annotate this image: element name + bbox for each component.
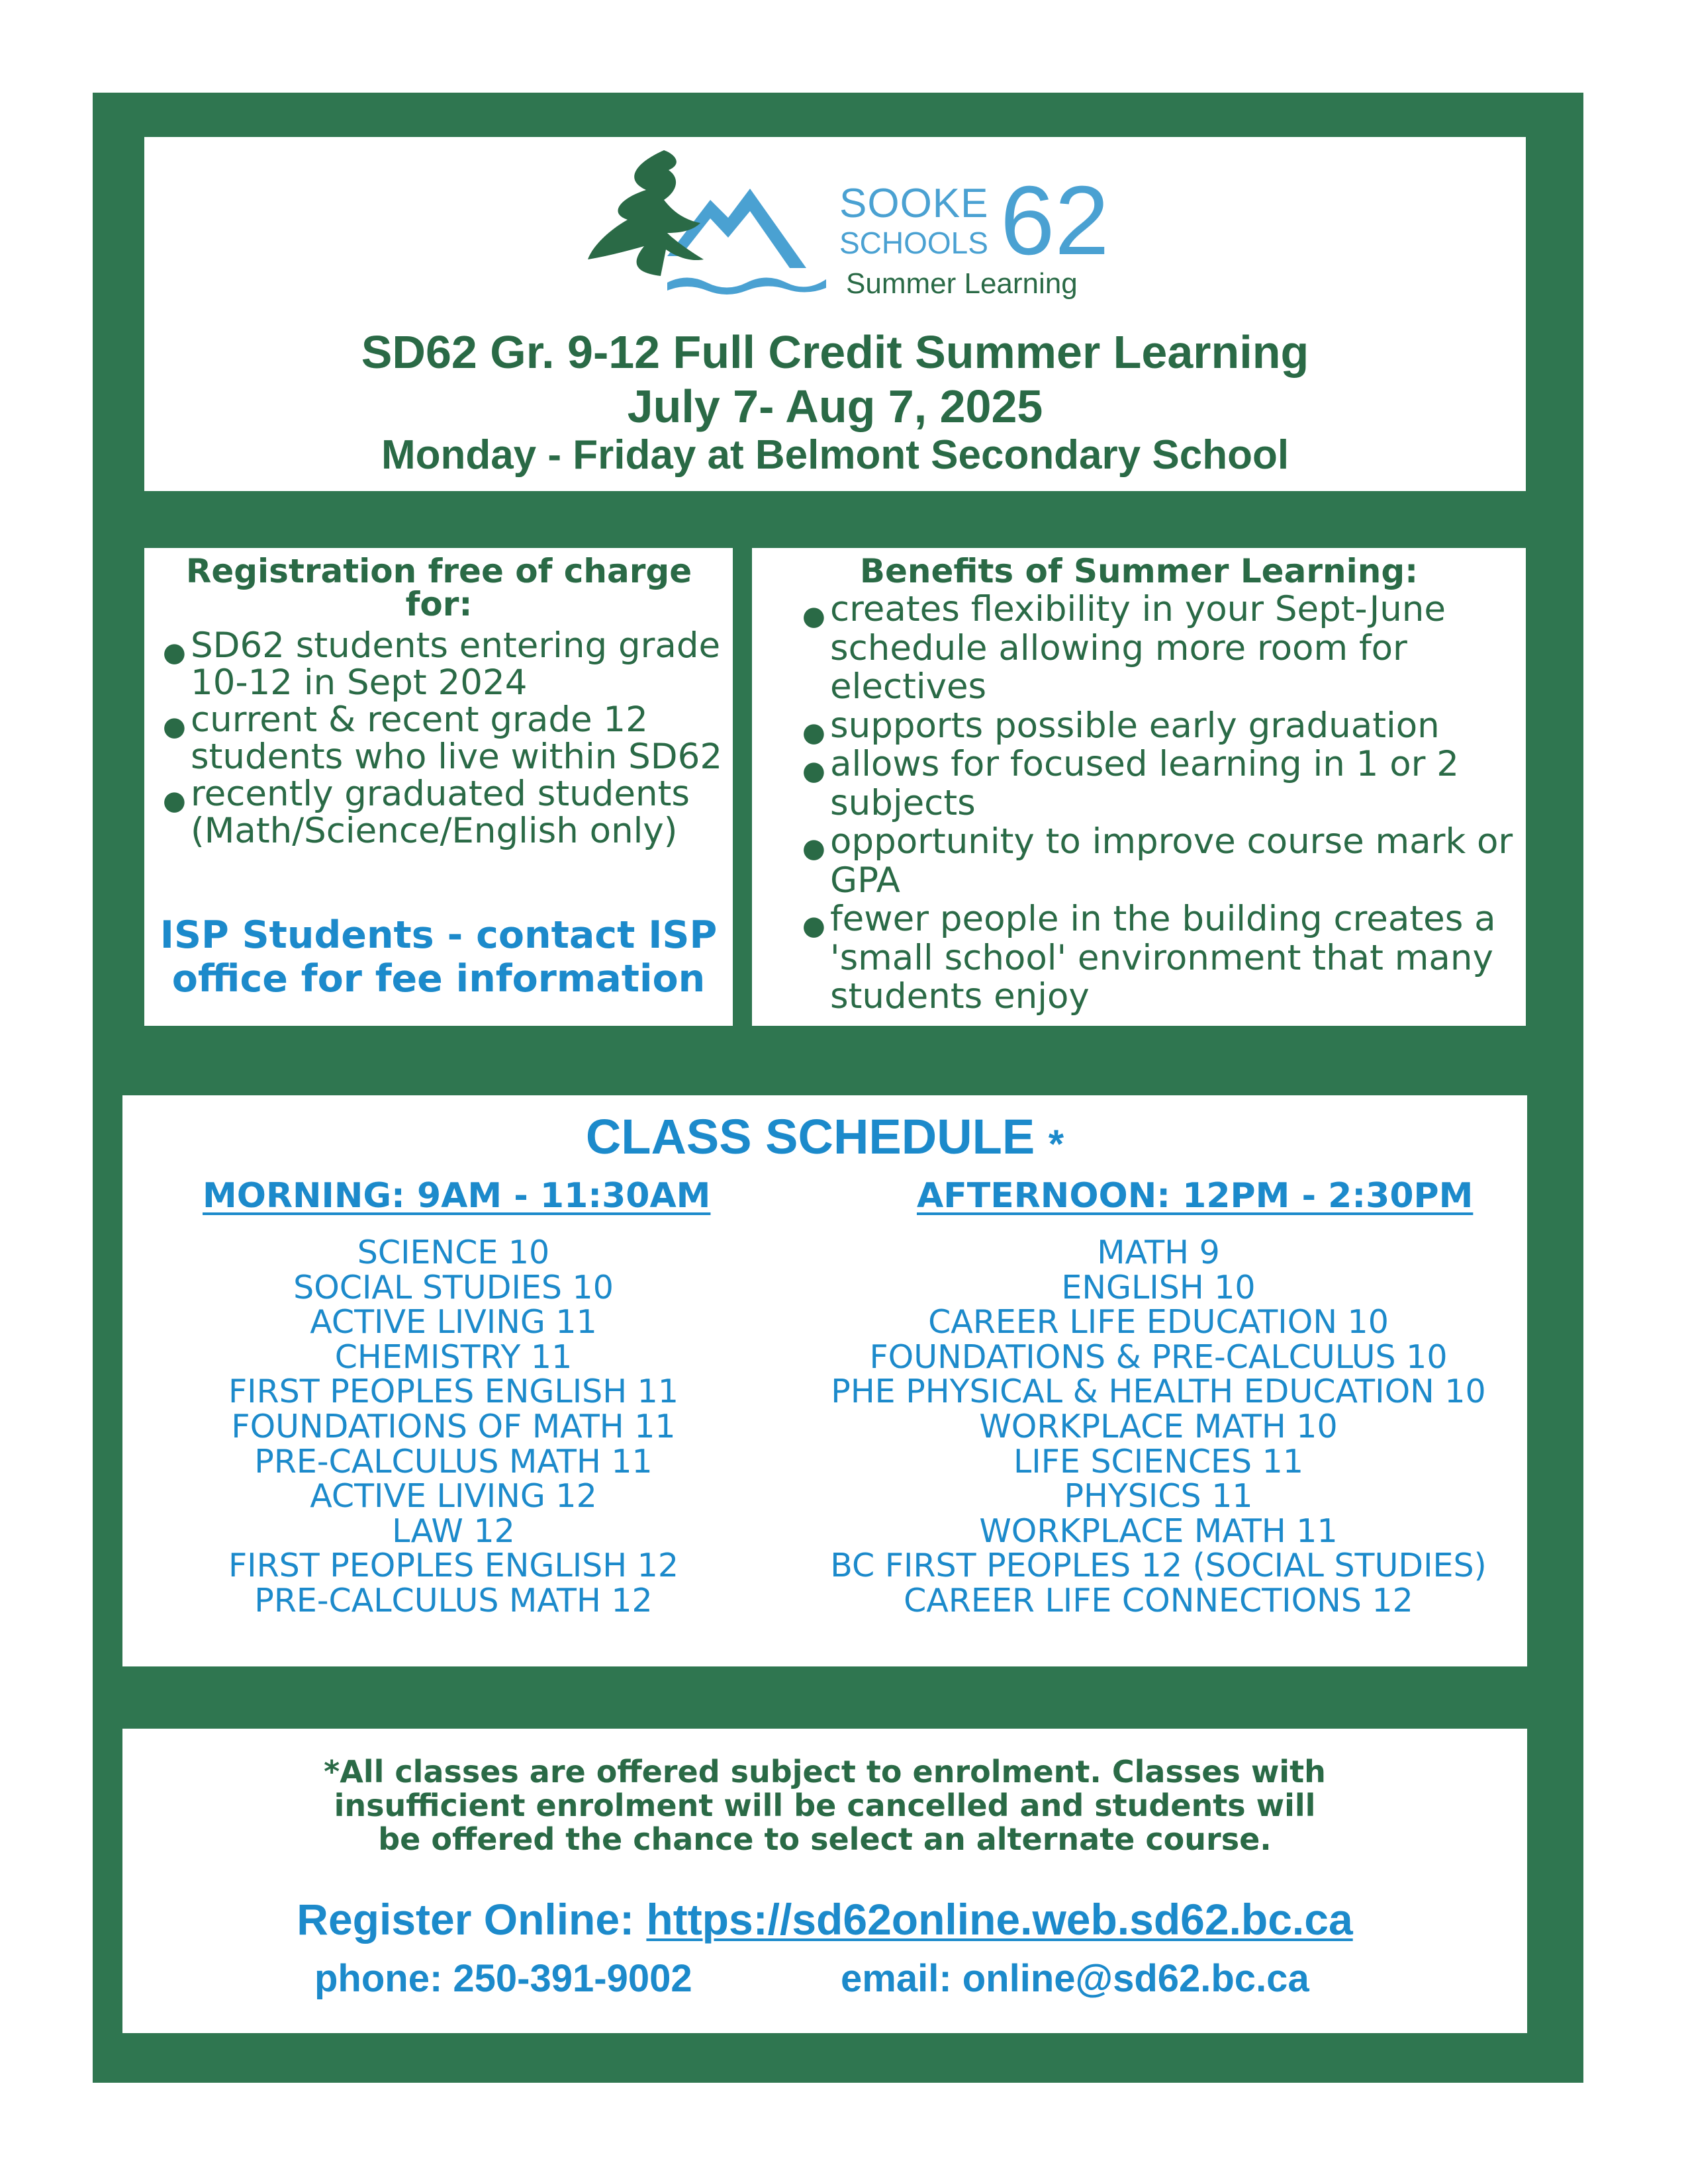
green-frame [93,93,1583,2083]
tree-icon [588,150,704,276]
bullet-icon: ● [163,711,186,742]
enrolment-note: *All classes are offered subject to enrolment. Classes with insufficient enrolment will be cancelled and students will be offered the chance to select an alternate course. [324,1754,1326,1857]
list-item: WORKPLACE MATH 11 [979,1512,1338,1550]
program-dates: July 7- Aug 7, 2025 [627,381,1043,432]
schedule-title: CLASS SCHEDULE * [585,1109,1064,1166]
list-item: ENGLISH 10 [1061,1268,1256,1306]
email-contact[interactable]: email: online@sd62.bc.ca [841,1957,1309,2000]
registration-list [159,627,728,850]
morning-class-list [122,1236,784,1619]
list-item: SCIENCE 10 [357,1234,550,1271]
program-location: Monday - Friday at Belmont Secondary School [381,432,1289,478]
register-link[interactable]: https://sd62online.web.sd62.bc.ca [646,1895,1353,1944]
registration-title: Registration free of charge for: [185,552,692,623]
header-panel [144,137,1526,491]
list-item: PRE-CALCULUS MATH 11 [254,1442,653,1480]
list-item: CHEMISTRY 11 [334,1338,573,1376]
list-item: ACTIVE LIVING 11 [310,1303,597,1342]
list-item: ACTIVE LIVING 12 [310,1477,597,1516]
list-item: ● current & recent grade 12 students who live within SD62 [163,700,723,777]
benefits-list [798,590,1520,1017]
asterisk-marker: * [1048,1122,1064,1166]
bullet-icon: ● [802,717,825,748]
afternoon-heading: AFTERNOON: 12PM - 2:30PM [917,1176,1474,1216]
isp-note: ISP Students - contact ISP office for fee information [160,913,718,1001]
bullet-icon: ● [802,833,825,864]
list-item: PHYSICS 11 [1064,1477,1253,1516]
bullet-icon: ● [163,786,186,816]
afternoon-class-list [818,1236,1499,1619]
list-item: ● SD62 students entering grade 10-12 in Sept 2024 [163,625,721,703]
benefits-panel [752,548,1526,1026]
list-item: FIRST PEOPLES ENGLISH 12 [228,1547,679,1585]
list-item: ● allows for focused learning in 1 or 2 subjects [802,744,1459,823]
list-item: ● recently graduated students (Math/Science/English only) [163,774,690,851]
logo-sooke-text: SOOKE [839,181,989,226]
list-item: FOUNDATIONS & PRE-CALCULUS 10 [869,1338,1448,1376]
list-item: LAW 12 [392,1512,515,1550]
morning-heading: MORNING: 9AM - 11:30AM [203,1176,711,1216]
page-title: SD62 Gr. 9-12 Full Credit Summer Learning [361,326,1309,378]
sooke-schools-logo [588,150,1170,306]
class-schedule-panel [122,1095,1527,1666]
logo-number: 62 [1000,166,1109,275]
logo-tagline: Summer Learning [846,267,1078,300]
list-item: PHE PHYSICAL & HEALTH EDUCATION 10 [831,1373,1486,1411]
register-online [122,1894,1527,1944]
logo-schools-text: SCHOOLS [839,226,988,260]
list-item: WORKPLACE MATH 10 [979,1407,1338,1445]
list-item: PRE-CALCULUS MATH 12 [254,1581,653,1619]
bullet-icon: ● [802,601,825,631]
bullet-icon: ● [802,911,825,941]
list-item: BC FIRST PEOPLES 12 (SOCIAL STUDIES) [830,1547,1487,1585]
list-item: FOUNDATIONS OF MATH 11 [231,1407,676,1445]
register-label: Register Online: [297,1895,635,1944]
list-item: ● creates flexibility in your Sept-June schedule allowing more room for electives [802,589,1446,707]
list-item: ● opportunity to improve course mark or GPA [802,821,1513,901]
bullet-icon: ● [802,756,825,786]
registration-panel [144,548,733,1026]
list-item: ● fewer people in the building creates a 'small school' environment that many students enjoy [802,899,1496,1017]
list-item: CAREER LIFE EDUCATION 10 [928,1303,1389,1342]
list-item: SOCIAL STUDIES 10 [293,1268,614,1306]
list-item: LIFE SCIENCES 11 [1013,1442,1304,1480]
list-item: CAREER LIFE CONNECTIONS 12 [904,1581,1413,1619]
footer-panel [122,1729,1527,2033]
list-item: FIRST PEOPLES ENGLISH 11 [228,1373,679,1411]
list-item: MATH 9 [1097,1234,1220,1271]
bullet-icon: ● [163,637,186,668]
list-item: ● supports possible early graduation [798,707,1520,746]
phone-contact: phone: 250-391-9002 [314,1957,692,2000]
benefits-title: Benefits of Summer Learning: [859,552,1419,590]
wave-icon [667,278,826,295]
